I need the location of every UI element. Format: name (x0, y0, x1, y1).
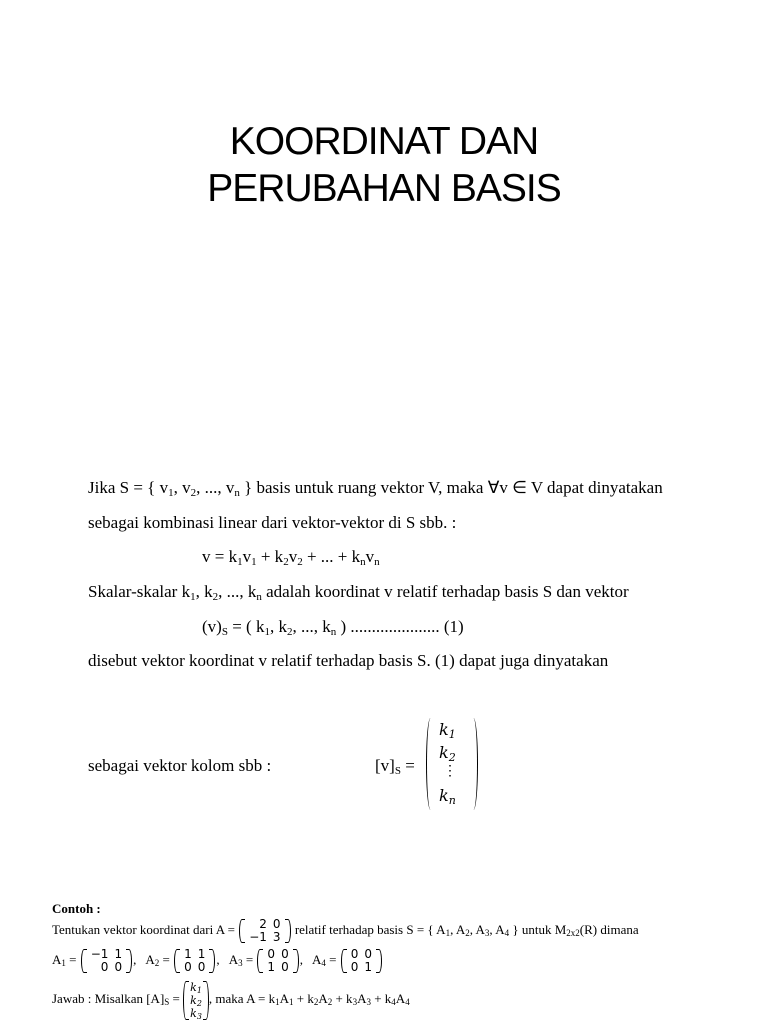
paragraph-line-3: Skalar-skalar $k_1$, $k_2$, ..., $k_n$ adalah koordinat v relatif terhadap basis S dan vektor (88, 582, 629, 603)
example-line-1: Tentukan vektor koordinat dari A = 2 0 −1 3 relatif terhadap basis S = { $A_1$, $A_2$, $A_3$, $A_4$ } untuk $M_{2x2}(R)$ dimana (52, 917, 639, 945)
matrix-A1: −1 1 0 0 (81, 948, 132, 974)
matrix-A-coordinates: $k_1$ $k_2$ $k_3$ (183, 981, 209, 1020)
example-line-3: Jawab : Misalkan $[A]_S$ = $k_1$ $k_2$ $k_3$ , maka $A = k_1A_1 + k_2A_2 + k_3A_3 + k_4A_4$ (52, 980, 410, 1021)
equation-linear-combination: $v = k_1v_1 + k_2v_2$ + ... + $k_nv_n$ (202, 547, 380, 568)
matrix-A4: 0 0 0 1 (341, 948, 382, 974)
example-line-2: $A_1$ = −1 1 0 0 , $A_2$ = 1 1 0 0 , $A_3$ = 0 0 1 0 , $A_4$ = 0 0 0 1 (52, 945, 383, 975)
paragraph-line-4: disebut vektor koordinat v relatif terhadap basis S. (1) dapat juga dinyatakan (88, 651, 609, 670)
matrix-A3: 0 0 1 0 (257, 948, 298, 974)
column-vector-label: $[v]_S$ = (375, 756, 415, 777)
paragraph-line-5: sebagai vektor kolom sbb : (88, 756, 272, 775)
colvec-entry: $k_n$ (439, 786, 456, 807)
left-paren (426, 718, 435, 810)
paragraph-line-1: Jika S = { $v_1$, $v_2$, ..., $v_n$ } basis untuk ruang vektor V, maka ∀v ∈ V dapat dinyatakan (88, 478, 663, 499)
page-title (0, 118, 768, 212)
colvec-entry: $k_2$ (439, 743, 456, 764)
matrix-A: 2 0 −1 3 (239, 918, 290, 944)
title-line-1: KOORDINAT DAN (229, 120, 539, 163)
column-vector-matrix (426, 718, 478, 810)
matrix-A2: 1 1 0 0 (174, 948, 215, 974)
right-paren (469, 718, 478, 810)
colvec-ellipsis: ⋮ (443, 763, 457, 779)
title-line-2: PERUBAHAN BASIS (207, 167, 561, 210)
example-heading: Contoh : (52, 901, 101, 916)
paragraph-line-2: sebagai kombinasi linear dari vektor-vektor di S sbb. : (88, 513, 457, 532)
equation-coordinate-vector: $(v)_S$ = ( $k_1$, $k_2$, ..., $k_n$ ) ..................... (1) (202, 617, 464, 638)
colvec-entry: $k_1$ (439, 720, 456, 741)
